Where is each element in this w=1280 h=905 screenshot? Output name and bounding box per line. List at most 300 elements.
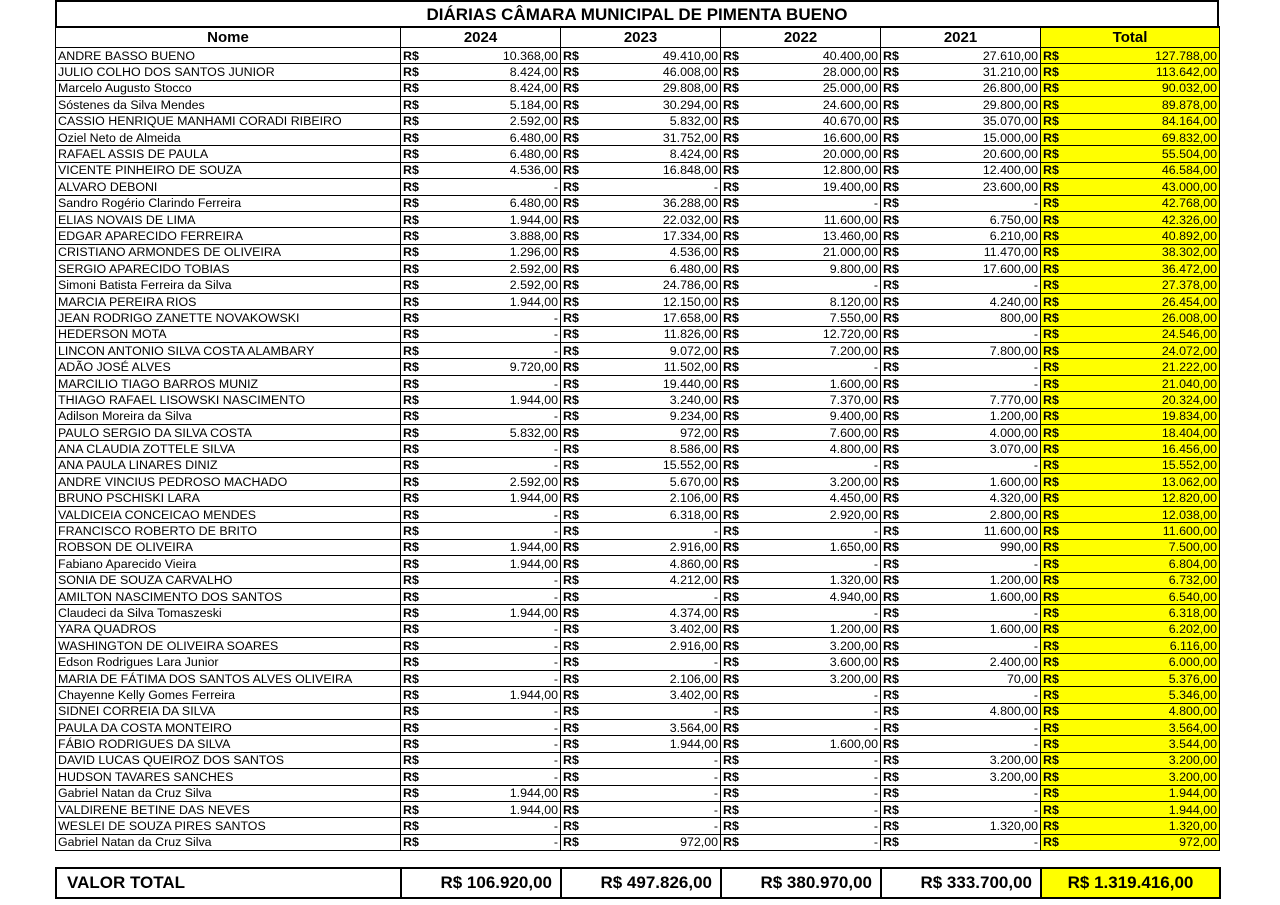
year-value: 3.402,00 <box>591 687 721 703</box>
currency-label: R$ <box>401 195 431 211</box>
currency-label: R$ <box>401 228 431 244</box>
year-value: 1.600,00 <box>751 375 881 391</box>
year-value: - <box>431 736 561 752</box>
year-value: 4.212,00 <box>591 572 721 588</box>
year-value: 4.800,00 <box>751 441 881 457</box>
row-total: 36.472,00 <box>1071 261 1220 277</box>
total-currency-label: R$ <box>1041 572 1071 588</box>
currency-label: R$ <box>561 310 591 326</box>
row-name: ROBSON DE OLIVEIRA <box>56 539 401 555</box>
currency-label: R$ <box>561 736 591 752</box>
year-value: 21.000,00 <box>751 244 881 260</box>
year-value: 7.800,00 <box>911 343 1041 359</box>
year-value: 10.368,00 <box>431 48 561 64</box>
row-total: 42.326,00 <box>1071 211 1220 227</box>
currency-label: R$ <box>721 490 751 506</box>
total-currency-label: R$ <box>1041 408 1071 424</box>
row-name: SIDNEI CORREIA DA SILVA <box>56 703 401 719</box>
currency-label: R$ <box>401 326 431 342</box>
row-name: DAVID LUCAS QUEIROZ DOS SANTOS <box>56 752 401 768</box>
currency-label: R$ <box>881 556 911 572</box>
year-value: 12.400,00 <box>911 162 1041 178</box>
table-row <box>56 375 1220 391</box>
table-row <box>56 441 1220 457</box>
sheet-title: DIÁRIAS CÂMARA MUNICIPAL DE PIMENTA BUENO <box>55 0 1219 26</box>
table-row <box>56 277 1220 293</box>
year-value: 9.400,00 <box>751 408 881 424</box>
year-value: 22.032,00 <box>591 211 721 227</box>
total-currency-label: R$ <box>1041 687 1071 703</box>
row-name: MARIA DE FÁTIMA DOS SANTOS ALVES OLIVEIRA <box>56 670 401 686</box>
table-row <box>56 523 1220 539</box>
year-value: - <box>911 720 1041 736</box>
row-total: 21.222,00 <box>1071 359 1220 375</box>
total-currency-label: R$ <box>1041 64 1071 80</box>
year-value: - <box>911 457 1041 473</box>
year-value: 5.832,00 <box>431 424 561 440</box>
table-row <box>56 801 1220 817</box>
row-name: Gabriel Natan da Cruz Silva <box>56 785 401 801</box>
header-year-2024: 2024 <box>401 27 561 48</box>
year-value: 5.832,00 <box>591 113 721 129</box>
currency-label: R$ <box>401 277 431 293</box>
row-name: WESLEI DE SOUZA PIRES SANTOS <box>56 818 401 834</box>
currency-label: R$ <box>401 408 431 424</box>
row-name: ADÃO JOSÉ ALVES <box>56 359 401 375</box>
currency-label: R$ <box>561 703 591 719</box>
currency-label: R$ <box>561 146 591 162</box>
currency-label: R$ <box>881 392 911 408</box>
currency-label: R$ <box>721 539 751 555</box>
currency-label: R$ <box>561 97 591 113</box>
year-value: 3.600,00 <box>751 654 881 670</box>
row-total: 3.564,00 <box>1071 720 1220 736</box>
year-value: - <box>751 457 881 473</box>
currency-label: R$ <box>721 441 751 457</box>
year-value: 17.334,00 <box>591 228 721 244</box>
row-name: Fabiano Aparecido Vieira <box>56 556 401 572</box>
row-name: Sandro Rogério Clarindo Ferreira <box>56 195 401 211</box>
currency-label: R$ <box>401 179 431 195</box>
year-value: - <box>591 179 721 195</box>
year-value: 11.826,00 <box>591 326 721 342</box>
year-value: 1.200,00 <box>911 572 1041 588</box>
total-currency-label: R$ <box>1041 539 1071 555</box>
currency-label: R$ <box>881 736 911 752</box>
currency-label: R$ <box>721 48 751 64</box>
table-row <box>56 703 1220 719</box>
currency-label: R$ <box>721 424 751 440</box>
row-name: Adilson Moreira da Silva <box>56 408 401 424</box>
table-row <box>56 572 1220 588</box>
year-value: 1.320,00 <box>911 818 1041 834</box>
total-currency-label: R$ <box>1041 506 1071 522</box>
table-row <box>56 162 1220 178</box>
row-total: 3.200,00 <box>1071 769 1220 785</box>
currency-label: R$ <box>881 48 911 64</box>
year-value: 1.200,00 <box>911 408 1041 424</box>
row-total: 38.302,00 <box>1071 244 1220 260</box>
year-value: 29.808,00 <box>591 80 721 96</box>
currency-label: R$ <box>721 211 751 227</box>
currency-label: R$ <box>721 408 751 424</box>
year-value: 31.210,00 <box>911 64 1041 80</box>
year-value: 11.470,00 <box>911 244 1041 260</box>
row-name: FÁBIO RODRIGUES DA SILVA <box>56 736 401 752</box>
row-name: HEDERSON MOTA <box>56 326 401 342</box>
row-name: PAULO SERGIO DA SILVA COSTA <box>56 424 401 440</box>
year-value: 3.564,00 <box>591 720 721 736</box>
total-currency-label: R$ <box>1041 228 1071 244</box>
row-total: 6.540,00 <box>1071 588 1220 604</box>
currency-label: R$ <box>401 211 431 227</box>
currency-label: R$ <box>561 539 591 555</box>
currency-label: R$ <box>401 687 431 703</box>
year-value: 35.070,00 <box>911 113 1041 129</box>
currency-label: R$ <box>401 720 431 736</box>
year-value: 6.480,00 <box>591 261 721 277</box>
row-total: 972,00 <box>1071 834 1220 850</box>
year-value: 5.670,00 <box>591 474 721 490</box>
row-total: 6.116,00 <box>1071 638 1220 654</box>
year-value: 1.200,00 <box>751 621 881 637</box>
currency-label: R$ <box>401 113 431 129</box>
currency-label: R$ <box>881 211 911 227</box>
currency-label: R$ <box>401 506 431 522</box>
currency-label: R$ <box>881 424 911 440</box>
currency-label: R$ <box>561 621 591 637</box>
year-value: 9.800,00 <box>751 261 881 277</box>
year-value: - <box>911 326 1041 342</box>
row-name: Sóstenes da Silva Mendes <box>56 97 401 113</box>
currency-label: R$ <box>721 261 751 277</box>
table-body <box>56 48 1220 851</box>
currency-label: R$ <box>881 277 911 293</box>
row-name: MARCILIO TIAGO BARROS MUNIZ <box>56 375 401 391</box>
row-total: 26.008,00 <box>1071 310 1220 326</box>
row-total: 6.000,00 <box>1071 654 1220 670</box>
currency-label: R$ <box>401 769 431 785</box>
currency-label: R$ <box>401 703 431 719</box>
year-value: - <box>591 785 721 801</box>
year-value: 6.318,00 <box>591 506 721 522</box>
total-currency-label: R$ <box>1041 801 1071 817</box>
year-value: - <box>751 752 881 768</box>
total-currency-label: R$ <box>1041 80 1071 96</box>
year-value: - <box>751 801 881 817</box>
row-name: Chayenne Kelly Gomes Ferreira <box>56 687 401 703</box>
table-row <box>56 179 1220 195</box>
year-value: - <box>591 752 721 768</box>
currency-label: R$ <box>561 80 591 96</box>
currency-label: R$ <box>561 359 591 375</box>
total-currency-label: R$ <box>1041 638 1071 654</box>
year-value: - <box>911 736 1041 752</box>
total-currency-label: R$ <box>1041 179 1071 195</box>
row-name: Marcelo Augusto Stocco <box>56 80 401 96</box>
total-currency-label: R$ <box>1041 621 1071 637</box>
table-row <box>56 261 1220 277</box>
year-value: - <box>911 556 1041 572</box>
table-row <box>56 834 1220 850</box>
currency-label: R$ <box>721 326 751 342</box>
row-total: 16.456,00 <box>1071 441 1220 457</box>
table-row <box>56 670 1220 686</box>
footer-total-2022: R$ 380.970,00 <box>721 868 881 898</box>
currency-label: R$ <box>881 834 911 850</box>
currency-label: R$ <box>881 539 911 555</box>
currency-label: R$ <box>721 621 751 637</box>
currency-label: R$ <box>401 539 431 555</box>
table-row <box>56 769 1220 785</box>
total-currency-label: R$ <box>1041 703 1071 719</box>
total-currency-label: R$ <box>1041 343 1071 359</box>
year-value: - <box>751 359 881 375</box>
row-name: JULIO COLHO DOS SANTOS JUNIOR <box>56 64 401 80</box>
currency-label: R$ <box>721 834 751 850</box>
year-value: - <box>431 457 561 473</box>
year-value: 15.000,00 <box>911 129 1041 145</box>
year-value: - <box>431 408 561 424</box>
year-value: 1.944,00 <box>431 392 561 408</box>
currency-label: R$ <box>721 179 751 195</box>
currency-label: R$ <box>881 310 911 326</box>
table-row <box>56 310 1220 326</box>
row-total: 40.892,00 <box>1071 228 1220 244</box>
row-name: VALDIRENE BETINE DAS NEVES <box>56 801 401 817</box>
row-total: 7.500,00 <box>1071 539 1220 555</box>
row-name: THIAGO RAFAEL LISOWSKI NASCIMENTO <box>56 392 401 408</box>
row-total: 21.040,00 <box>1071 375 1220 391</box>
currency-label: R$ <box>881 621 911 637</box>
currency-label: R$ <box>401 441 431 457</box>
row-name: RAFAEL ASSIS DE PAULA <box>56 146 401 162</box>
currency-label: R$ <box>401 392 431 408</box>
currency-label: R$ <box>401 80 431 96</box>
total-currency-label: R$ <box>1041 195 1071 211</box>
currency-label: R$ <box>561 523 591 539</box>
currency-label: R$ <box>881 441 911 457</box>
year-value: 31.752,00 <box>591 129 721 145</box>
currency-label: R$ <box>721 113 751 129</box>
year-value: 1.600,00 <box>911 474 1041 490</box>
year-value: - <box>751 720 881 736</box>
currency-label: R$ <box>561 244 591 260</box>
currency-label: R$ <box>401 375 431 391</box>
year-value: 2.592,00 <box>431 474 561 490</box>
currency-label: R$ <box>881 572 911 588</box>
year-value: 3.200,00 <box>751 474 881 490</box>
year-value: 7.200,00 <box>751 343 881 359</box>
year-value: - <box>431 670 561 686</box>
total-currency-label: R$ <box>1041 588 1071 604</box>
header-year-2022: 2022 <box>721 27 881 48</box>
row-name: Claudeci da Silva Tomaszeski <box>56 605 401 621</box>
year-value: - <box>431 506 561 522</box>
footer-total-2024: R$ 106.920,00 <box>401 868 561 898</box>
year-value: 8.424,00 <box>431 64 561 80</box>
year-value: 20.600,00 <box>911 146 1041 162</box>
year-value: - <box>751 556 881 572</box>
table-row <box>56 785 1220 801</box>
currency-label: R$ <box>561 834 591 850</box>
currency-label: R$ <box>881 359 911 375</box>
year-value: 5.184,00 <box>431 97 561 113</box>
currency-label: R$ <box>401 293 431 309</box>
year-value: - <box>591 769 721 785</box>
table-row <box>56 293 1220 309</box>
row-total: 5.346,00 <box>1071 687 1220 703</box>
currency-label: R$ <box>561 162 591 178</box>
year-value: 3.200,00 <box>911 752 1041 768</box>
row-total: 3.200,00 <box>1071 752 1220 768</box>
currency-label: R$ <box>561 195 591 211</box>
row-name: JEAN RODRIGO ZANETTE NOVAKOWSKI <box>56 310 401 326</box>
currency-label: R$ <box>561 818 591 834</box>
currency-label: R$ <box>881 326 911 342</box>
currency-label: R$ <box>401 343 431 359</box>
year-value: 8.586,00 <box>591 441 721 457</box>
table-row <box>56 228 1220 244</box>
table-row <box>56 129 1220 145</box>
year-value: 2.592,00 <box>431 277 561 293</box>
row-total: 69.832,00 <box>1071 129 1220 145</box>
currency-label: R$ <box>401 752 431 768</box>
row-total: 46.584,00 <box>1071 162 1220 178</box>
year-value: - <box>751 818 881 834</box>
year-value: 3.888,00 <box>431 228 561 244</box>
currency-label: R$ <box>881 654 911 670</box>
header-year-2021: 2021 <box>881 27 1041 48</box>
year-value: 1.944,00 <box>431 490 561 506</box>
row-name: BRUNO PSCHISKI LARA <box>56 490 401 506</box>
currency-label: R$ <box>561 375 591 391</box>
row-total: 24.546,00 <box>1071 326 1220 342</box>
row-total: 12.820,00 <box>1071 490 1220 506</box>
currency-label: R$ <box>561 654 591 670</box>
row-name: CRISTIANO ARMONDES DE OLIVEIRA <box>56 244 401 260</box>
table-row <box>56 146 1220 162</box>
total-currency-label: R$ <box>1041 769 1071 785</box>
year-value: 4.536,00 <box>431 162 561 178</box>
table-row <box>56 752 1220 768</box>
currency-label: R$ <box>561 556 591 572</box>
currency-label: R$ <box>881 769 911 785</box>
row-total: 19.834,00 <box>1071 408 1220 424</box>
currency-label: R$ <box>401 129 431 145</box>
currency-label: R$ <box>881 605 911 621</box>
currency-label: R$ <box>721 277 751 293</box>
row-total: 24.072,00 <box>1071 343 1220 359</box>
table-row <box>56 408 1220 424</box>
year-value: 3.240,00 <box>591 392 721 408</box>
year-value: 1.944,00 <box>431 801 561 817</box>
year-value: 15.552,00 <box>591 457 721 473</box>
year-value: - <box>591 703 721 719</box>
currency-label: R$ <box>881 293 911 309</box>
total-currency-label: R$ <box>1041 556 1071 572</box>
year-value: 16.600,00 <box>751 129 881 145</box>
table-row <box>56 506 1220 522</box>
year-value: - <box>751 687 881 703</box>
year-value: 3.200,00 <box>911 769 1041 785</box>
total-currency-label: R$ <box>1041 474 1071 490</box>
year-value: 19.400,00 <box>751 179 881 195</box>
row-total: 15.552,00 <box>1071 457 1220 473</box>
currency-label: R$ <box>561 506 591 522</box>
footer-grand-total: R$ 1.319.416,00 <box>1041 868 1220 898</box>
year-value: 11.600,00 <box>751 211 881 227</box>
currency-label: R$ <box>561 326 591 342</box>
year-value: 8.424,00 <box>591 146 721 162</box>
year-value: - <box>431 769 561 785</box>
year-value: 3.070,00 <box>911 441 1041 457</box>
year-value: 990,00 <box>911 539 1041 555</box>
year-value: 2.916,00 <box>591 539 721 555</box>
currency-label: R$ <box>881 244 911 260</box>
currency-label: R$ <box>401 621 431 637</box>
year-value: - <box>431 818 561 834</box>
row-name: Edson Rodrigues Lara Junior <box>56 654 401 670</box>
year-value: 4.940,00 <box>751 588 881 604</box>
year-value: 2.106,00 <box>591 490 721 506</box>
year-value: 6.480,00 <box>431 195 561 211</box>
year-value: - <box>431 326 561 342</box>
table-row <box>56 359 1220 375</box>
year-value: 13.460,00 <box>751 228 881 244</box>
currency-label: R$ <box>721 457 751 473</box>
year-value: 23.600,00 <box>911 179 1041 195</box>
row-total: 1.320,00 <box>1071 818 1220 834</box>
year-value: 972,00 <box>591 424 721 440</box>
row-total: 13.062,00 <box>1071 474 1220 490</box>
currency-label: R$ <box>881 179 911 195</box>
year-value: 7.600,00 <box>751 424 881 440</box>
table-row <box>56 654 1220 670</box>
currency-label: R$ <box>721 375 751 391</box>
total-currency-label: R$ <box>1041 211 1071 227</box>
total-currency-label: R$ <box>1041 490 1071 506</box>
year-value: 27.610,00 <box>911 48 1041 64</box>
currency-label: R$ <box>721 359 751 375</box>
table-row <box>56 244 1220 260</box>
year-value: - <box>431 441 561 457</box>
currency-label: R$ <box>401 605 431 621</box>
table-row <box>56 97 1220 113</box>
row-total: 27.378,00 <box>1071 277 1220 293</box>
table-row <box>56 424 1220 440</box>
table-row <box>56 326 1220 342</box>
footer-total-2023: R$ 497.826,00 <box>561 868 721 898</box>
year-value: 9.720,00 <box>431 359 561 375</box>
year-value: 49.410,00 <box>591 48 721 64</box>
table-row <box>56 736 1220 752</box>
table-row <box>56 80 1220 96</box>
row-total: 12.038,00 <box>1071 506 1220 522</box>
currency-label: R$ <box>721 736 751 752</box>
currency-label: R$ <box>561 343 591 359</box>
year-value: 1.320,00 <box>751 572 881 588</box>
currency-label: R$ <box>401 474 431 490</box>
year-value: - <box>751 785 881 801</box>
row-name: LINCON ANTONIO SILVA COSTA ALAMBARY <box>56 343 401 359</box>
table-row <box>56 490 1220 506</box>
row-name: ANA CLAUDIA ZOTTELE SILVA <box>56 441 401 457</box>
currency-label: R$ <box>561 605 591 621</box>
total-currency-label: R$ <box>1041 605 1071 621</box>
currency-label: R$ <box>401 556 431 572</box>
row-name: ANDRE BASSO BUENO <box>56 48 401 64</box>
